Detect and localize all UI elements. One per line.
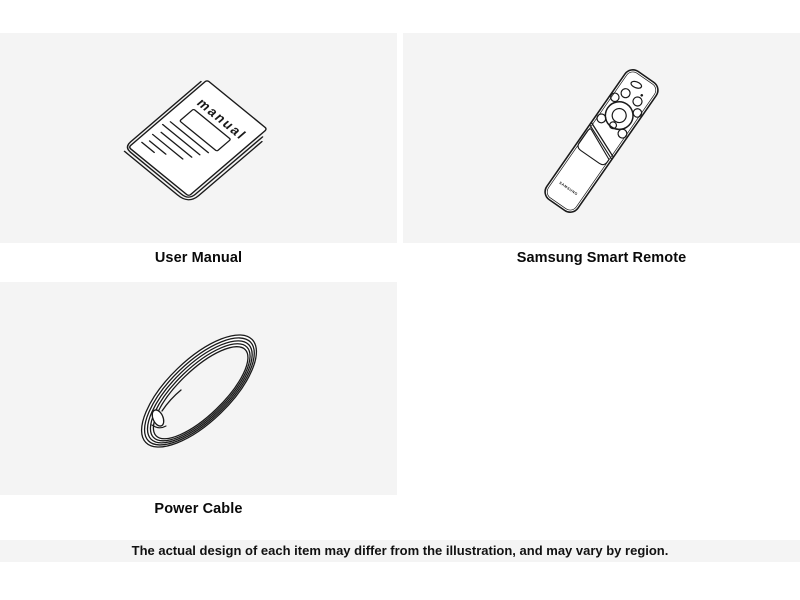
- power-cable-caption: Power Cable: [154, 501, 243, 517]
- user-manual-panel: [0, 33, 397, 243]
- manual-cover-text: manual: [193, 95, 250, 143]
- smart-remote-illustration: [403, 33, 800, 243]
- power-cable-illustration: [0, 282, 397, 495]
- user-manual-caption: User Manual: [154, 250, 243, 266]
- smart-remote-panel: [403, 33, 800, 243]
- user-manual-illustration: [0, 33, 397, 243]
- power-cable-panel: [0, 282, 397, 495]
- smart-remote-caption: Samsung Smart Remote: [516, 250, 687, 266]
- remote-brand-text: SAMSUNG: [558, 180, 579, 197]
- footer-disclaimer: The actual design of each item may differ from the illustration, and may vary by region.: [0, 540, 800, 562]
